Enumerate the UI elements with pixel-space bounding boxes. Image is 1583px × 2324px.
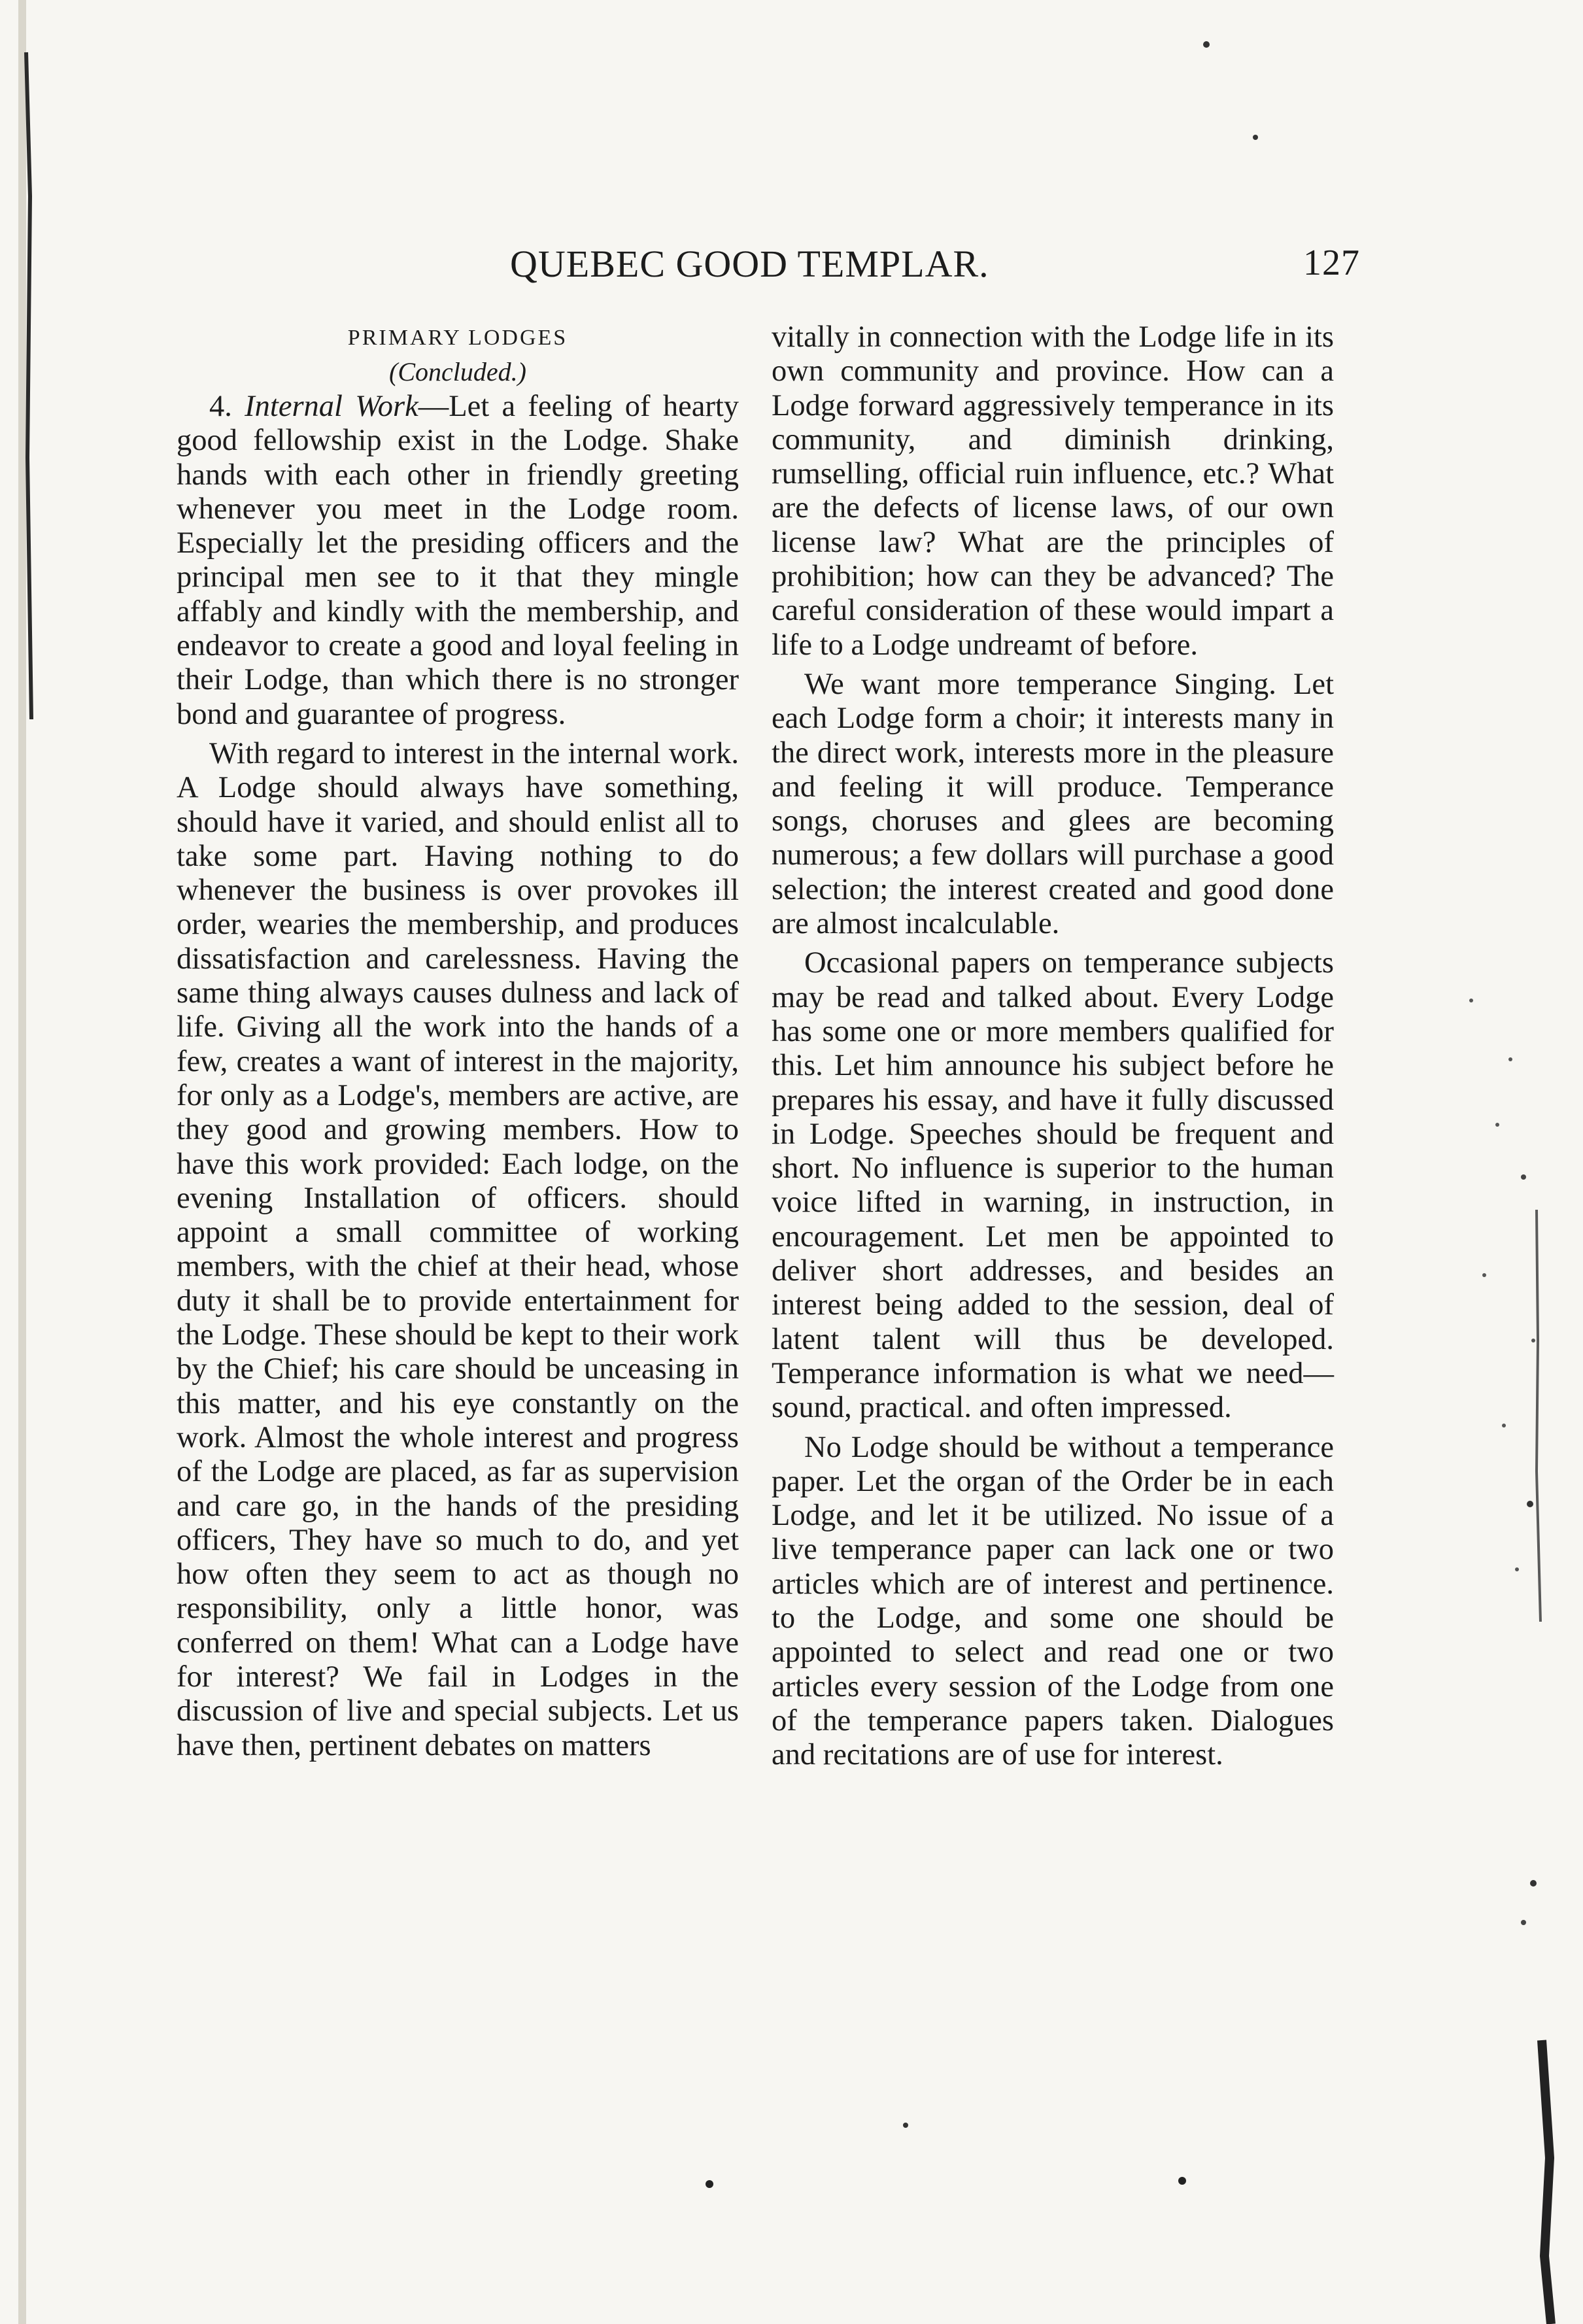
speck — [1531, 1339, 1535, 1342]
speck — [1530, 1880, 1537, 1887]
paragraph-internal-work — [177, 390, 739, 732]
paragraph: No Lodge should be without a temperance paper. Let the organ of the Order be in each Lodge, and let it be utilized. No issue of a live temperance paper can lack one or two articles which are of interest and pertinence. to the Lodge, and some one should be appointed to select and read one or two articles every session of the Lodge from one of the temperance papers taken. Dialogues and recitations are of use for interest. — [772, 1430, 1334, 1772]
right-column — [772, 320, 1334, 1772]
speck — [1495, 1123, 1499, 1127]
speck — [1515, 1567, 1519, 1571]
speck — [1178, 2177, 1186, 2185]
left-column — [177, 320, 739, 1763]
paragraph: We want more temperance Singing. Let each Lodge form a choir; it interests many in the direct work, interests more in the pleasure and feeling it will produce. Temperance songs, choruses and glees are becoming numerous; a few dollars will purchase a good selection; the interest created and good done are almost incalculable. — [772, 667, 1334, 941]
item-title: Internal Work — [245, 390, 418, 423]
speck — [1527, 1501, 1533, 1507]
speck — [1253, 135, 1258, 140]
speck — [1469, 999, 1473, 1002]
section-heading: PRIMARY LODGES — [347, 326, 568, 350]
speck — [1521, 1174, 1526, 1180]
page-number: 127 — [1303, 243, 1360, 283]
speck — [1521, 1920, 1526, 1925]
paragraph: Occasional papers on temperance subjects may be read and talked about. Every Lodge has some one or more members qualified for this. Let him announce his subject before he prepares his essay, and have it fully discussed in Lodge. Speeches should be frequent and short. No influence is superior to the human voice lifted in warning, in instruction, in encouragement. Let men be appointed to deliver short addresses, and besides an interest being added to the session, deal of latent talent will thus be developed. Temperance information is what we need—sound, practical. and often impressed. — [772, 946, 1334, 1425]
left-edge-mark — [26, 52, 31, 719]
paragraph: With regard to interest in the internal work. A Lodge should always have something, should have it varied, and should enlist all to take some part. Having nothing to do whenever the business is over provokes ill order, wearies the membership, and produces dissatisfaction and carelessness. Having the same thing always causes dulness and lack of life. Giving all the work into the hands of a few, creates a want of interest in the majority, for only as a Lodge's, members are active, are they good and growing members. How to have this work provided: Each lodge, on the evening Installation of officers. should appoint a small committee of working members, with the chief at their head, whose duty it shall be to provide entertainment for the Lodge. These should be kept to their work by the Chief; his care should be unceasing in this matter, and his eye constantly on the work. Almost the whole interest and progress of the Lodge are placed, as far as supervision and care go, in the hands of the presiding officers, They have so much to do, and yet how often they seem to act as though no responsibility, only a little honor, was conferred on them! What can a Lodge have for interest? We fail in Lodges in the discussion of live and special subjects. Let us have then, pertinent debates on matters — [177, 736, 739, 1762]
speck — [1508, 1057, 1512, 1061]
section-subheading: (Concluded.) — [389, 357, 526, 386]
speck — [706, 2180, 713, 2188]
journal-title: QUEBEC GOOD TEMPLAR. — [510, 243, 989, 285]
speck — [1482, 1273, 1486, 1277]
running-head — [458, 235, 1360, 294]
speck — [1502, 1424, 1506, 1427]
speck — [903, 2123, 908, 2128]
speck — [1203, 41, 1210, 48]
paragraph: vitally in connection with the Lodge life in its own community and province. How can a Lodge forward aggressively temperance in its community, and diminish drinking, rumselling, official ruin influence, etc.? What are the defects of license laws, of our own license law? What are the principles of prohibition; how can they be advanced? The careful consideration of these would impart a life to a Lodge undreamt of before. — [772, 320, 1334, 662]
left-binding-shadow — [18, 0, 26, 2324]
item-number: 4. — [209, 390, 245, 423]
right-edge-mark-upper — [1537, 1210, 1540, 1622]
right-edge-mark-lower — [1542, 2040, 1551, 2324]
item-text: —Let a feeling of hearty good fellowship exist in the Lodge. Shake hands with each other in friendly greeting whenever you meet in the Lodge room. Especially let the presiding officers and the principal men see to it that they mingle affably and kindly with the membership, and endeavor to create a good and loyal feeling in their Lodge, than which there is no stronger bond and guarantee of progress. — [177, 390, 740, 731]
